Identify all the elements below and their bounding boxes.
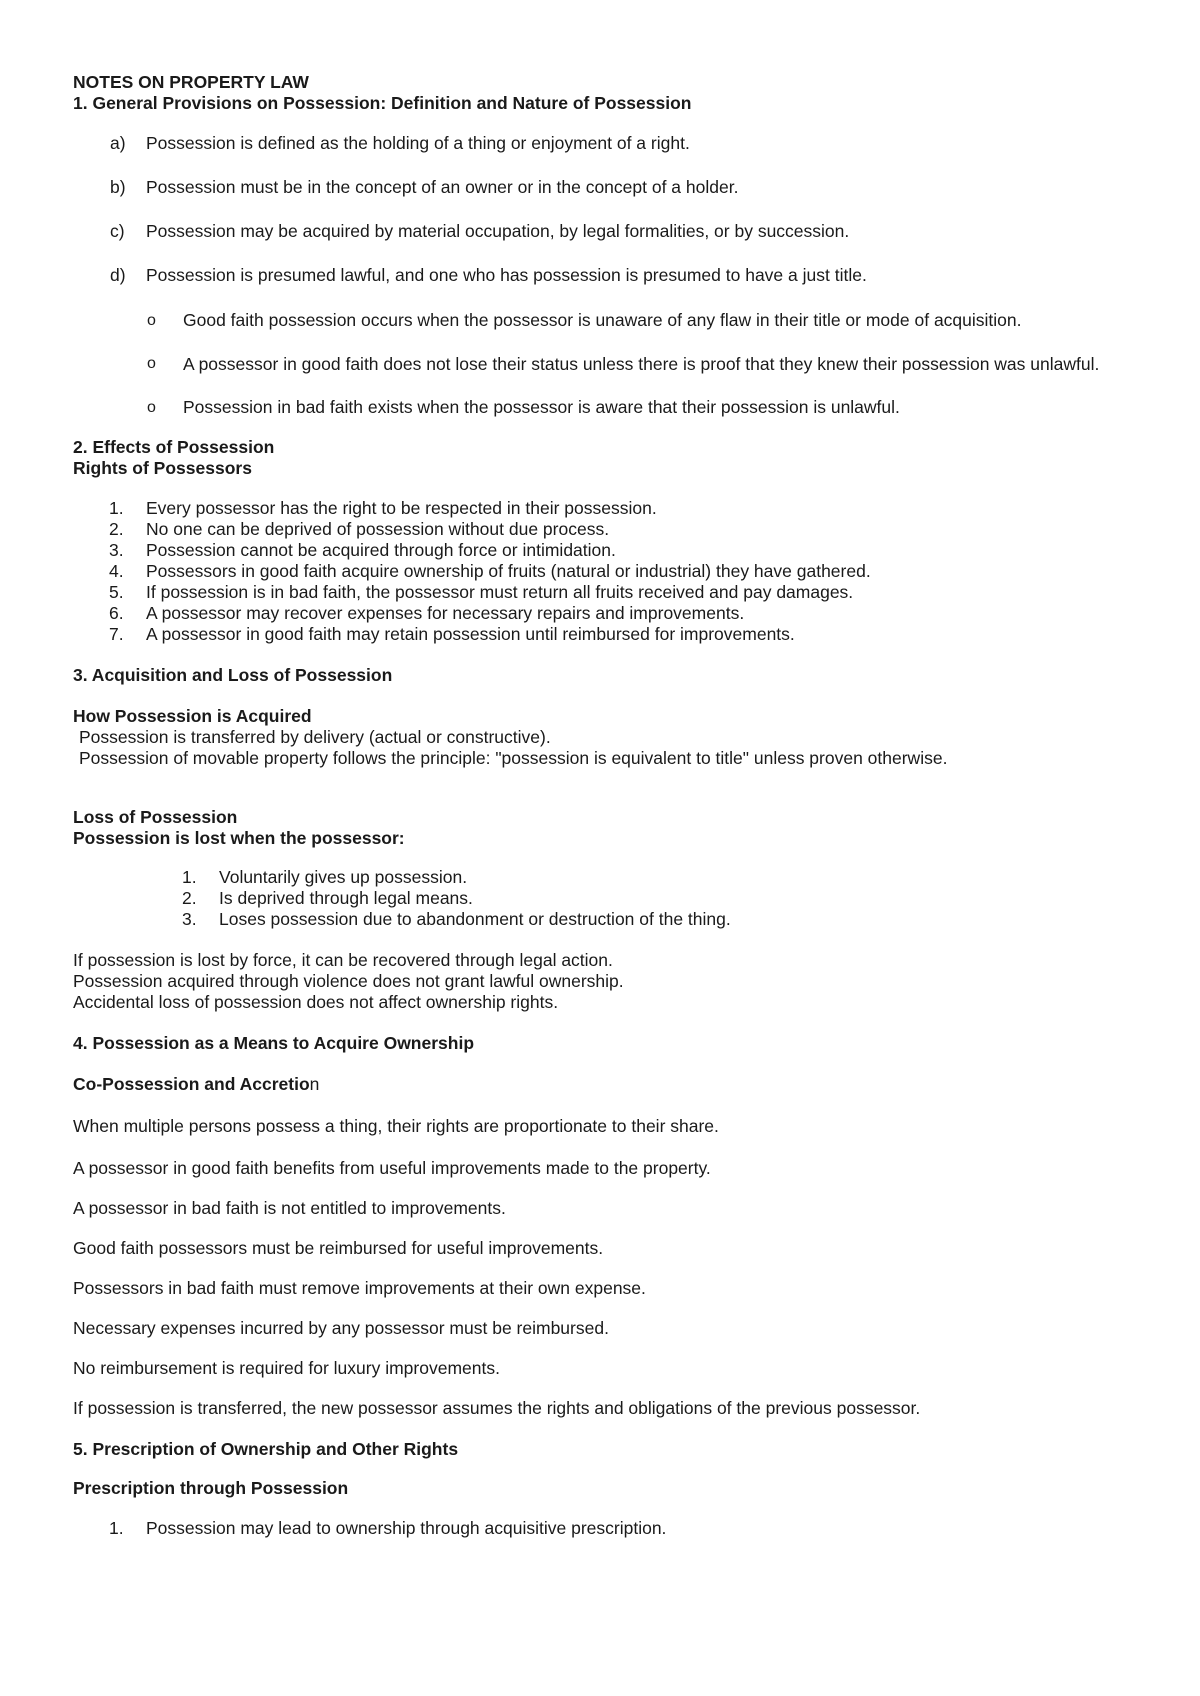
loss-heading: Loss of Possession [73,807,238,827]
paragraph: If possession is transferred, the new possessor assumes the rights and obligations of the previous possessor. [73,1398,921,1419]
bullet-icon: o [147,399,156,416]
acquired-heading: How Possession is Acquired [73,706,312,726]
list-item: 2. No one can be deprived of possession without due process. [109,519,610,539]
list-item: a) Possession is defined as the holding of a thing or enjoyment of a right. [110,133,690,153]
acquired-line: Possession is transferred by delivery (actual or constructive). [79,727,551,747]
bullet-icon: o [147,312,156,329]
loss-list [73,867,1133,930]
section-5-subheading: Prescription through Possession [73,1478,349,1499]
bullet-icon: o [147,355,156,372]
list-item: 1. Every possessor has the right to be respected in their possession. [109,498,657,518]
doc-title: NOTES ON PROPERTY LAW [73,72,309,92]
list-item: o Good faith possession occurs when the possessor is unaware of any flaw in their title or mode of acquisition. [147,310,1022,330]
document-page [73,72,1133,1539]
list-item: 2. Is deprived through legal means. [182,888,473,908]
section-1-sublist [73,309,1133,419]
section-2-heading: 2. Effects of Possession [73,437,275,457]
list-item: 3. Loses possession due to abandonment or destruction of the thing. [182,909,731,929]
list-item: 1. Voluntarily gives up possession. [182,867,468,887]
section-1-heading: 1. General Provisions on Possession: Definition and Nature of Possession [73,93,692,113]
list-item: 5. If possession is in bad faith, the possessor must return all fruits received and pay damages. [109,582,854,602]
list-item: c) Possession may be acquired by material occupation, by legal formalities, or by succession. [110,221,850,241]
loss-note: Possession acquired through violence does not grant lawful ownership. [73,971,624,991]
paragraph: When multiple persons possess a thing, their rights are proportionate to their share. [73,1116,719,1137]
section-5-heading: 5. Prescription of Ownership and Other Rights [73,1439,459,1460]
acquired-line: Possession of movable property follows the principle: "possession is equivalent to title" unless proven otherwise. [79,748,948,768]
list-item: 1. Possession may lead to ownership through acquisitive prescription. [109,1518,667,1539]
section-2-subheading: Rights of Possessors [73,458,252,478]
loss-subheading: Possession is lost when the possessor: [73,828,405,848]
paragraph: Possessors in bad faith must remove improvements at their own expense. [73,1278,646,1299]
prescription-list [73,1518,1133,1539]
section-3-heading: 3. Acquisition and Loss of Possession [73,665,393,685]
list-item: d) Possession is presumed lawful, and one who has possession is presumed to have a just title. [110,265,867,285]
list-item: b) Possession must be in the concept of an owner or in the concept of a holder. [110,177,739,197]
paragraph: A possessor in good faith benefits from useful improvements made to the property. [73,1158,711,1179]
section-1-list [73,133,1133,286]
section-4-subheading: Co-Possession and Accretion [73,1074,320,1094]
list-item: o Possession in bad faith exists when the possessor is aware that their possession is unlawful. [147,397,900,417]
paragraph: Good faith possessors must be reimbursed for useful improvements. [73,1238,604,1259]
paragraph: Necessary expenses incurred by any possessor must be reimbursed. [73,1318,609,1339]
list-item: 3. Possession cannot be acquired through force or intimidation. [109,540,616,560]
list-item: 7. A possessor in good faith may retain possession until reimbursed for improvements. [109,624,795,644]
list-item: o A possessor in good faith does not lose their status unless there is proof that they knew their possession was unlawful. [147,354,1100,374]
rights-list [73,498,1133,645]
list-item: 4. Possessors in good faith acquire ownership of fruits (natural or industrial) they have gathered. [109,561,871,581]
loss-note: If possession is lost by force, it can be recovered through legal action. [73,950,613,970]
paragraph: A possessor in bad faith is not entitled to improvements. [73,1198,506,1219]
section-4-heading: 4. Possession as a Means to Acquire Ownership [73,1033,475,1053]
loss-note: Accidental loss of possession does not affect ownership rights. [73,992,559,1012]
list-item: 6. A possessor may recover expenses for necessary repairs and improvements. [109,603,745,623]
paragraph: No reimbursement is required for luxury improvements. [73,1358,500,1379]
